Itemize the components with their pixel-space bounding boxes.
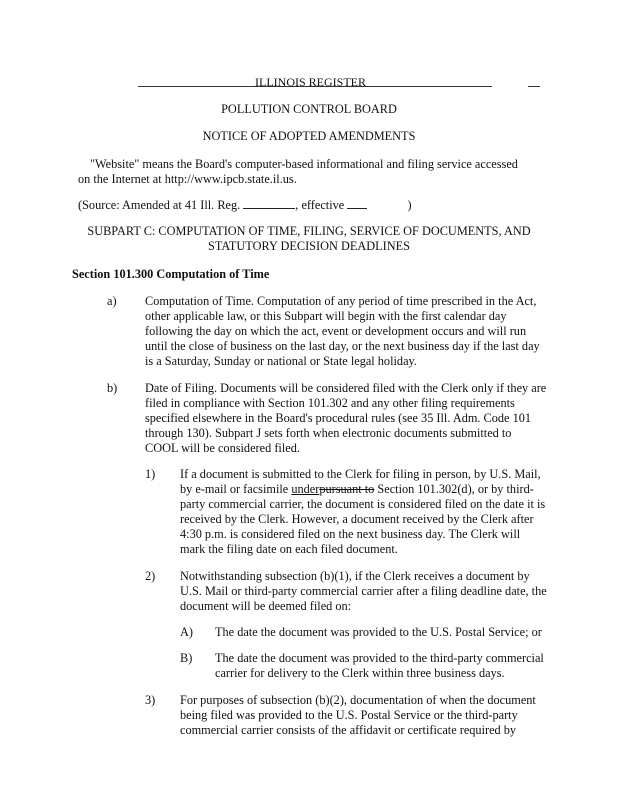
section-title: Section 101.300 Computation of Time xyxy=(72,267,270,281)
para-a-label: a) xyxy=(107,294,117,308)
para-b-line: COOL will be considered filed. xyxy=(145,441,300,455)
item-3-label: 3) xyxy=(145,693,156,707)
para-b-line: Date of Filing. Documents will be considered filed with the Clerk only if they are xyxy=(145,381,547,395)
board-title: POLLUTION CONTROL BOARD xyxy=(221,102,397,116)
para-a-line: is a Saturday, Sunday or national or State legal holiday. xyxy=(145,354,417,368)
header-rule-left xyxy=(138,86,210,87)
notice-title: NOTICE OF ADOPTED AMENDMENTS xyxy=(202,129,416,143)
source-line xyxy=(78,197,412,214)
item-1-text: Section 101.302(d), or by third- xyxy=(374,482,534,496)
para-b-line: filed in compliance with Section 101.302 and any other filing requirements xyxy=(145,396,515,410)
effective-blank-2 xyxy=(370,198,404,209)
item-1-line: 4:30 p.m. is considered filed on the next business day. The Clerk will xyxy=(180,527,521,541)
item-3-line: commercial carrier consists of the affidavit or certificate required by xyxy=(180,723,517,737)
para-a-line: following the day on which the act, event or development occurs and will run xyxy=(145,324,527,338)
para-a-line: other applicable law, or this Subpart will begin with the first calendar day xyxy=(145,309,507,323)
item-2-line: Notwithstanding subsection (b)(1), if the Clerk receives a document by xyxy=(180,569,530,583)
item-3-line: being filed was provided to the U.S. Postal Service or the third-party xyxy=(180,708,518,722)
para-b-line: through 130). Subpart J sets forth when electronic documents submitted to xyxy=(145,426,512,440)
item-2-line: document will be deemed filed on: xyxy=(180,599,352,613)
item-2-line: U.S. Mail or third-party commercial carrier after a filing deadline date, the xyxy=(180,584,547,598)
subpart-heading: SUBPART C: COMPUTATION OF TIME, FILING, SERVICE OF DOCUMENTS, AND xyxy=(87,224,531,238)
item-B-line: carrier for delivery to the Clerk within three business days. xyxy=(215,666,505,680)
para-a-line: until the close of business on the last day, or the next business day if the last day xyxy=(145,339,540,353)
effective-blank xyxy=(347,197,367,209)
item-1-line: received by the Clerk. However, a document received by the Clerk after xyxy=(180,512,534,526)
item-A-line: The date the document was provided to the U.S. Postal Service; or xyxy=(215,625,542,639)
item-B-label: B) xyxy=(180,651,193,665)
website-def-line: "Website" means the Board's computer-based informational and filing service accessed xyxy=(90,157,518,171)
para-b-line: specified elsewhere in the Board's procedural rules (see 35 Ill. Adm. Code 101 xyxy=(145,411,532,425)
item-2-label: 2) xyxy=(145,569,156,583)
deleted-text: pursuant to xyxy=(319,482,375,496)
header-rule-far-right xyxy=(528,86,540,87)
item-1-line: party commercial carrier, the document is considered filed on the date it is xyxy=(180,497,546,511)
header-rule-right xyxy=(210,86,492,87)
item-1-label: 1) xyxy=(145,467,156,481)
website-def-line: on the Internet at http://www.ipcb.state.il.us. xyxy=(78,172,297,186)
para-a-line: Computation of Time. Computation of any period of time prescribed in the Act, xyxy=(145,294,537,308)
item-B-line: The date the document was provided to the third-party commercial xyxy=(215,651,544,665)
item-1-line: mark the filing date on each filed document. xyxy=(180,542,398,556)
subpart-heading: STATUTORY DECISION DEADLINES xyxy=(208,239,410,253)
source-prefix: (Source: Amended at 41 Ill. Reg. xyxy=(78,198,241,212)
item-A-label: A) xyxy=(180,625,193,639)
para-b-label: b) xyxy=(107,381,118,395)
inserted-text: under xyxy=(291,482,320,496)
source-end: ) xyxy=(407,198,412,212)
reg-blank xyxy=(243,197,295,209)
item-1-text: by e-mail or facsimile xyxy=(180,482,292,496)
register-title: ILLINOIS REGISTER xyxy=(255,75,366,89)
item-3-line: For purposes of subsection (b)(2), documentation of when the document xyxy=(180,693,536,707)
source-mid: , effective xyxy=(295,198,345,212)
item-1-line: If a document is submitted to the Clerk for filing in person, by U.S. Mail, xyxy=(180,467,541,481)
